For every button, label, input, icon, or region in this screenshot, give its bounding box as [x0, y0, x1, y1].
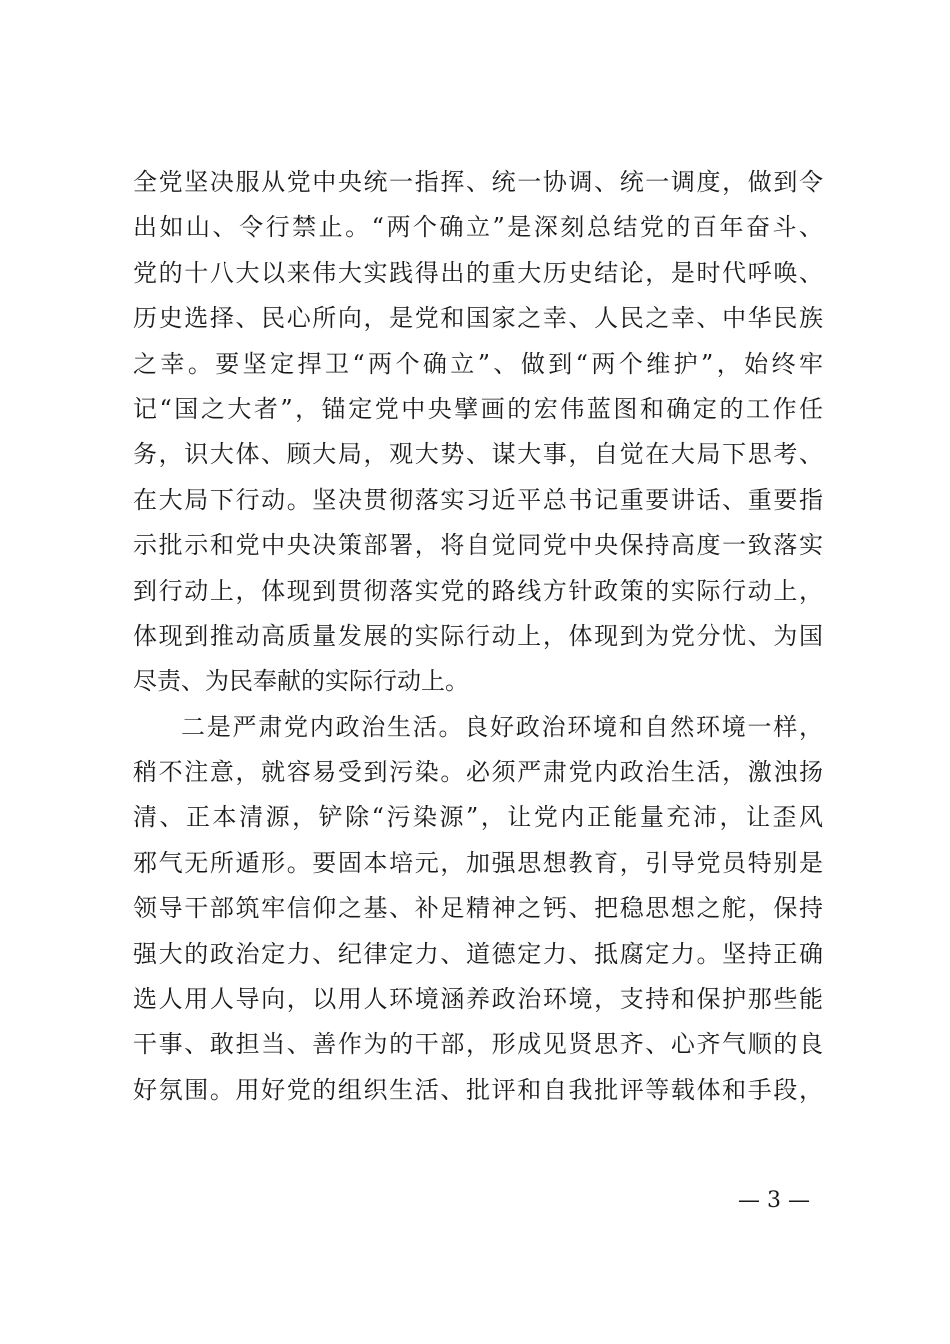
- body-text: [133, 160, 823, 1113]
- paragraph-first-line: 二是严肃党内政治生活。良好政治环境和自然环境一样，: [181, 712, 823, 741]
- paragraph-line: 党的十八大以来伟大实践得出的重大历史结论，是时代呼唤、: [133, 258, 823, 287]
- paragraph-line: 全党坚决服从党中央统一指挥、统一协调、统一调度，做到令: [133, 168, 823, 196]
- paragraph-line: 稍不注意，就容易受到污染。必须严肃党内政治生活，激浊扬: [133, 758, 823, 787]
- paragraph-line: 体现到推动高质量发展的实际行动上，体现到为党分忧、为国: [133, 621, 823, 650]
- paragraph-line: 清、正本清源，铲除“污染源”，让党内正能量充沛，让歪风: [133, 803, 823, 832]
- paragraph-line: 出如山、令行禁止。“两个确立”是深刻总结党的百年奋斗、: [133, 213, 823, 242]
- page-number: — 3 —: [738, 1188, 810, 1213]
- paragraph-line: 历史选择、民心所向，是党和国家之幸、人民之幸、中华民族: [133, 304, 823, 333]
- paragraph-line: 干事、敢担当、善作为的干部，形成见贤思齐、心齐气顺的良: [133, 1030, 823, 1059]
- paragraph-line: 务，识大体、顾大局，观大势、谋大事，自觉在大局下思考、: [133, 440, 823, 469]
- paragraph-line: 邪气无所遁形。要固本培元，加强思想教育，引导党员特别是: [133, 848, 823, 877]
- paragraph-line: 在大局下行动。坚决贯彻落实习近平总书记重要讲话、重要指: [133, 485, 823, 514]
- paragraph-line: 之幸。要坚定捍卫“两个确立”、做到“两个维护”，始终牢: [133, 349, 823, 378]
- paragraph-line: 领导干部筑牢信仰之基、补足精神之钙、把稳思想之舵，保持: [133, 894, 823, 923]
- paragraph-line: 选人用人导向，以用人环境涵养政治环境，支持和保护那些能: [133, 985, 823, 1014]
- paragraph-line: 尽责、为民奉献的实际行动上。: [133, 667, 469, 696]
- paragraph-line: 到行动上，体现到贯彻落实党的路线方针政策的实际行动上，: [133, 576, 823, 605]
- paragraph-line: 记“国之大者”，锚定党中央擘画的宏伟蓝图和确定的工作任: [133, 394, 823, 423]
- paragraph-line: 示批示和党中央决策部署，将自觉同党中央保持高度一致落实: [133, 531, 823, 560]
- paragraph-line: 强大的政治定力、纪律定力、道德定力、抵腐定力。坚持正确: [133, 939, 823, 968]
- paragraph-line: 好氛围。用好党的组织生活、批评和自我批评等载体和手段，: [133, 1075, 823, 1104]
